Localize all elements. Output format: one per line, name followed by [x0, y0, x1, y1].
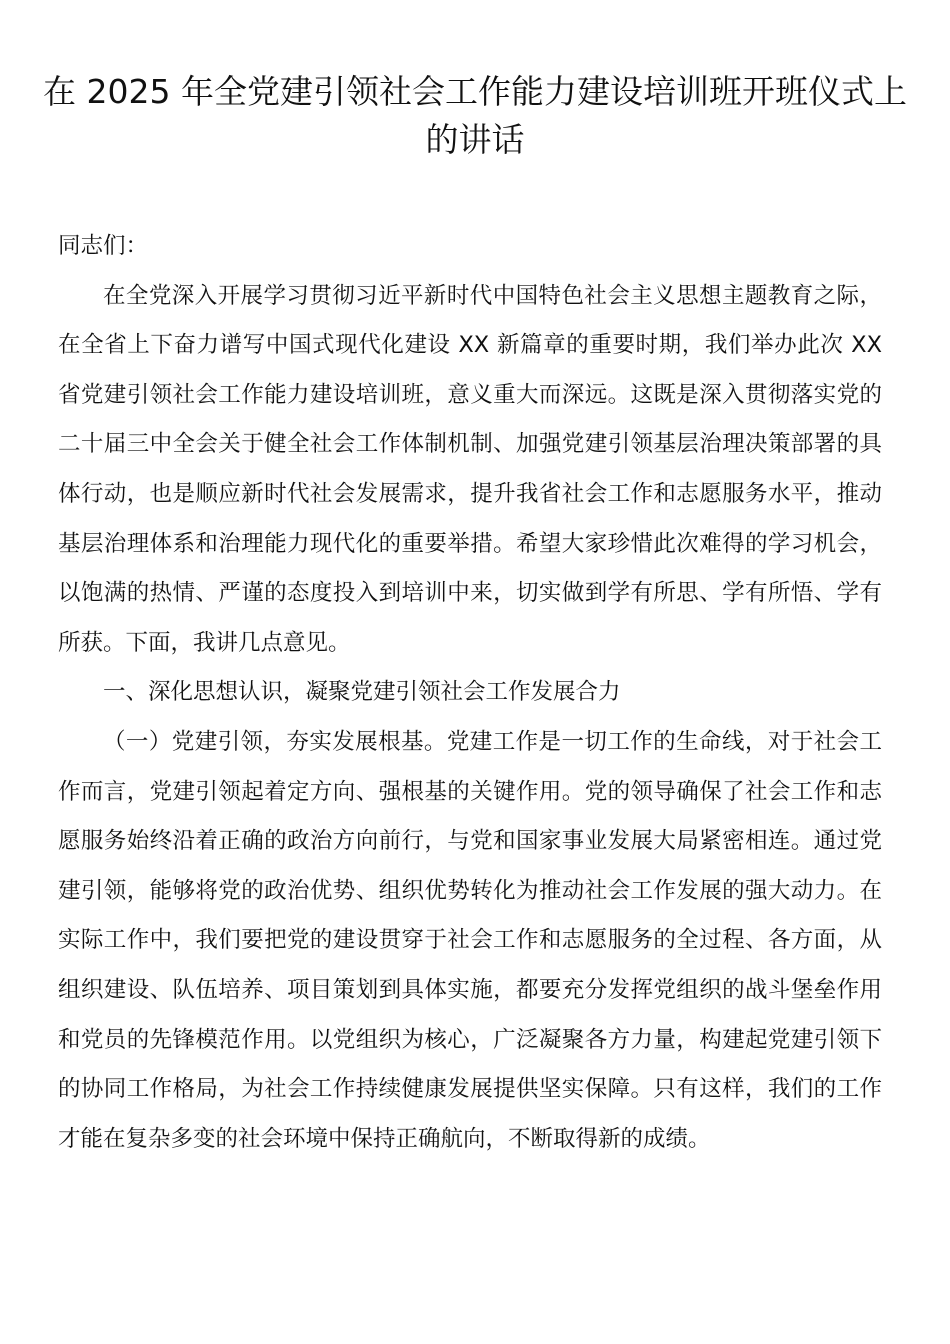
document-body: [58, 222, 882, 1164]
paragraph-section-1-1: （一）党建引领，夯实发展根基。党建工作是一切工作的生命线，对于社会工作而言，党建引领起着定方向、强根基的关键作用。党的领导确保了社会工作和志愿服务始终沿着正确的政治方向前行，与党和国家事业发展大局紧密相连。通过党建引领，能够将党的政治优势、组织优势转化为推动社会工作发展的强大动力。在实际工作中，我们要把党的建设贯穿于社会工作和志愿服务的全过程、各方面，从组织建设、队伍培养、项目策划到具体实施，都要充分发挥党组织的战斗堡垒作用和党员的先锋模范作用。以党组织为核心，广泛凝聚各方力量，构建起党建引领下的协同工作格局，为社会工作持续健康发展提供坚实保障。只有这样，我们的工作才能在复杂多变的社会环境中保持正确航向，不断取得新的成绩。: [58, 728, 882, 1152]
paragraph-intro: 在全党深入开展学习贯彻习近平新时代中国特色社会主义思想主题教育之际，在全省上下奋力谱写中国式现代化建设 XX 新篇章的重要时期，我们举办此次 XX 省党建引领社会工作能力建设培训班，意义重大而深远。这既是深入贯彻落实党的二十届三中全会关于健全社会工作体制机制、加强党建引领基层治理决策部署的具体行动，也是顺应新时代社会发展需求，提升我省社会工作和志愿服务水平，推动基层治理体系和治理能力现代化的重要举措。希望大家珍惜此次难得的学习机会，以饱满的热情、严谨的态度投入到培训中来，切实做到学有所思、学有所悟、学有所获。下面，我讲几点意见。: [58, 282, 882, 656]
greeting: 同志们：: [58, 233, 149, 259]
section-heading-1: 一、深化思想认识，凝聚党建引领社会工作发展合力: [103, 679, 621, 706]
document-title: 在 2025 年全党建引领社会工作能力建设培训班开班仪式上的讲话: [43, 72, 907, 159]
